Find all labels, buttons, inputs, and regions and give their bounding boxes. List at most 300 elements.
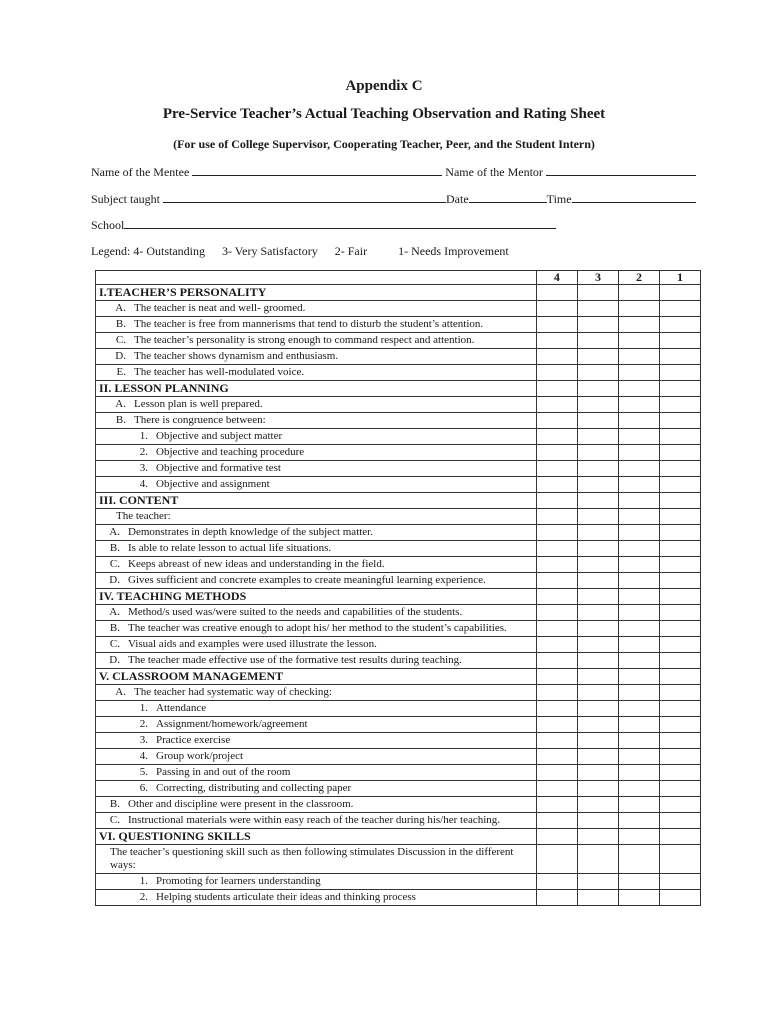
criterion-text: Practice exercise — [156, 734, 231, 746]
criterion-cell — [96, 413, 537, 429]
criterion-cell — [96, 461, 537, 477]
time-label: Time — [546, 192, 572, 206]
rating-cell-1[interactable] — [659, 317, 700, 333]
criterion-item — [99, 875, 533, 888]
rating-cell-2[interactable] — [618, 637, 659, 653]
rating-cell-1[interactable] — [659, 717, 700, 733]
school-label: School — [91, 218, 125, 232]
criterion-item — [99, 654, 533, 667]
criterion-letter: A. — [109, 606, 120, 618]
rating-cell-4[interactable] — [536, 381, 577, 397]
criterion-item — [99, 462, 533, 475]
rating-cell-3[interactable] — [577, 365, 618, 381]
table-row — [96, 349, 701, 365]
rating-cell-2[interactable] — [618, 781, 659, 797]
rating-cell-2[interactable] — [618, 874, 659, 890]
rating-cell-3[interactable] — [577, 890, 618, 906]
criterion-text: Group work/project — [156, 750, 244, 762]
rating-cell-3[interactable] — [577, 397, 618, 413]
rating-cell-2[interactable] — [618, 301, 659, 317]
rating-cell-4[interactable] — [536, 541, 577, 557]
criterion-text: The teacher is neat and well- groomed. — [134, 302, 306, 314]
section-row — [96, 589, 701, 605]
rating-cell-2[interactable] — [618, 845, 659, 874]
rating-cell-1[interactable] — [659, 701, 700, 717]
rating-cell-2[interactable] — [618, 381, 659, 397]
rating-cell-3[interactable] — [577, 637, 618, 653]
rating-cell-2[interactable] — [618, 573, 659, 589]
scale-3-header: 3 — [577, 271, 618, 285]
school-field[interactable] — [124, 217, 556, 229]
criterion-item — [99, 366, 533, 379]
section-heading: V. CLASSROOM MANAGEMENT — [96, 669, 537, 685]
rating-cell-4[interactable] — [536, 349, 577, 365]
rating-cell-3[interactable] — [577, 653, 618, 669]
rating-cell-3[interactable] — [577, 669, 618, 685]
criterion-text: Gives sufficient and concrete examples to create meaningful learning experience. — [128, 574, 486, 586]
criterion-cell — [96, 605, 537, 621]
criterion-item — [99, 891, 533, 904]
criterion-letter: C. — [115, 334, 126, 346]
criterion-item — [99, 398, 533, 411]
rating-cell-3[interactable] — [577, 557, 618, 573]
rating-cell-4[interactable] — [536, 493, 577, 509]
rating-cell-1[interactable] — [659, 573, 700, 589]
rating-cell-4[interactable] — [536, 301, 577, 317]
section-row — [96, 381, 701, 397]
rating-cell-1[interactable] — [659, 477, 700, 493]
criterion-item — [99, 574, 533, 587]
criterion-cell — [96, 890, 537, 906]
rating-cell-2[interactable] — [618, 669, 659, 685]
criterion-text: The teacher is free from mannerisms that tend to disturb the student’s attention. — [134, 318, 484, 330]
rating-cell-4[interactable] — [536, 621, 577, 637]
rating-cell-1[interactable] — [659, 525, 700, 541]
rating-cell-3[interactable] — [577, 845, 618, 874]
rating-cell-2[interactable] — [618, 829, 659, 845]
criterion-text: The teacher has well-modulated voice. — [134, 366, 305, 378]
section-heading: VI. QUESTIONING SKILLS — [96, 829, 537, 845]
criterion-text: Objective and teaching procedure — [156, 446, 305, 458]
criterion-letter: B. — [109, 542, 120, 554]
rating-cell-4[interactable] — [536, 557, 577, 573]
table-row — [96, 605, 701, 621]
criterion-cell — [96, 637, 537, 653]
rating-cell-2[interactable] — [618, 349, 659, 365]
criterion-item — [99, 526, 533, 539]
table-row — [96, 461, 701, 477]
criterion-text: Lesson plan is well prepared. — [134, 398, 263, 410]
rating-cell-1[interactable] — [659, 621, 700, 637]
rating-cell-4[interactable] — [536, 829, 577, 845]
criterion-item — [99, 430, 533, 443]
criterion-item — [99, 318, 533, 331]
rating-cell-4[interactable] — [536, 797, 577, 813]
criterion-item — [99, 734, 533, 747]
mentee-mentor-row — [91, 164, 696, 180]
rating-cell-3[interactable] — [577, 717, 618, 733]
mentor-field[interactable] — [546, 164, 696, 176]
criterion-letter: C. — [109, 558, 120, 570]
criterion-item — [99, 782, 533, 795]
legend-item: 1- Needs Improvement — [398, 244, 509, 258]
criterion-cell — [96, 749, 537, 765]
rating-cell-3[interactable] — [577, 317, 618, 333]
rating-cell-1[interactable] — [659, 605, 700, 621]
rating-cell-3[interactable] — [577, 749, 618, 765]
rating-cell-4[interactable] — [536, 285, 577, 301]
rating-cell-1[interactable] — [659, 765, 700, 781]
rating-cell-1[interactable] — [659, 397, 700, 413]
criterion-letter: 1. — [139, 875, 148, 887]
rating-cell-2[interactable] — [618, 685, 659, 701]
criterion-cell — [96, 621, 537, 637]
subject-field[interactable] — [163, 191, 446, 203]
criterion-text: Instructional materials were within easy reach of the teacher during his/her teaching. — [128, 814, 501, 826]
criterion-cell — [96, 397, 537, 413]
rating-cell-4[interactable] — [536, 429, 577, 445]
criterion-letter: 4. — [139, 478, 148, 490]
rating-cell-2[interactable] — [618, 477, 659, 493]
rating-cell-4[interactable] — [536, 509, 577, 525]
rating-cell-1[interactable] — [659, 637, 700, 653]
rating-cell-3[interactable] — [577, 733, 618, 749]
rating-cell-2[interactable] — [618, 541, 659, 557]
table-row — [96, 874, 701, 890]
rating-cell-3[interactable] — [577, 765, 618, 781]
section-row — [96, 493, 701, 509]
rating-cell-4[interactable] — [536, 845, 577, 874]
rating-cell-2[interactable] — [618, 285, 659, 301]
table-row — [96, 525, 701, 541]
table-row — [96, 701, 701, 717]
mentor-label: Name of the Mentor — [445, 165, 543, 179]
rating-cell-4[interactable] — [536, 749, 577, 765]
rating-cell-3[interactable] — [577, 285, 618, 301]
rating-cell-3[interactable] — [577, 589, 618, 605]
criterion-cell — [96, 317, 537, 333]
rating-cell-1[interactable] — [659, 445, 700, 461]
rating-cell-3[interactable] — [577, 573, 618, 589]
page-title: Pre-Service Teacher’s Actual Teaching Observation and Rating Sheet — [162, 106, 606, 122]
criterion-letter: E. — [116, 366, 126, 378]
rating-cell-1[interactable] — [659, 413, 700, 429]
table-row — [96, 845, 701, 874]
rating-cell-1[interactable] — [659, 797, 700, 813]
date-field[interactable] — [469, 191, 547, 203]
rating-cell-1[interactable] — [659, 874, 700, 890]
criterion-letter: A. — [115, 398, 126, 410]
rating-cell-1[interactable] — [659, 381, 700, 397]
table-row — [96, 317, 701, 333]
table-row — [96, 509, 701, 525]
rating-cell-3[interactable] — [577, 685, 618, 701]
criterion-cell — [96, 557, 537, 573]
rating-cell-4[interactable] — [536, 765, 577, 781]
table-row — [96, 557, 701, 573]
time-field[interactable] — [572, 191, 696, 203]
criterion-letter: 2. — [139, 446, 148, 458]
rating-cell-4[interactable] — [536, 333, 577, 349]
rating-cell-4[interactable] — [536, 317, 577, 333]
criterion-letter: 3. — [139, 462, 148, 474]
rating-cell-3[interactable] — [577, 605, 618, 621]
rating-cell-1[interactable] — [659, 285, 700, 301]
rating-cell-3[interactable] — [577, 445, 618, 461]
rating-cell-1[interactable] — [659, 349, 700, 365]
rating-cell-1[interactable] — [659, 333, 700, 349]
rating-cell-2[interactable] — [618, 333, 659, 349]
criterion-item — [99, 798, 533, 811]
rating-cell-3[interactable] — [577, 333, 618, 349]
criterion-cell — [96, 685, 537, 701]
criterion-text: Passing in and out of the room — [156, 766, 291, 778]
rating-cell-2[interactable] — [618, 429, 659, 445]
criterion-letter: 4. — [139, 750, 148, 762]
rating-cell-2[interactable] — [618, 797, 659, 813]
rating-cell-1[interactable] — [659, 429, 700, 445]
table-row — [96, 637, 701, 653]
rating-cell-1[interactable] — [659, 557, 700, 573]
rating-cell-1[interactable] — [659, 749, 700, 765]
rating-cell-2[interactable] — [618, 461, 659, 477]
criterion-item — [99, 350, 533, 363]
table-row — [96, 541, 701, 557]
rating-cell-3[interactable] — [577, 621, 618, 637]
criterion-letter: B. — [115, 318, 126, 330]
rating-cell-2[interactable] — [618, 317, 659, 333]
rating-cell-1[interactable] — [659, 589, 700, 605]
criterion-item — [99, 606, 533, 619]
criterion-letter: A. — [115, 686, 126, 698]
rating-cell-4[interactable] — [536, 890, 577, 906]
criterion-item — [99, 414, 533, 427]
table-row — [96, 397, 701, 413]
date-label: Date — [446, 192, 469, 206]
rating-cell-4[interactable] — [536, 573, 577, 589]
criterion-text: The teacher had systematic way of checking: — [134, 686, 332, 698]
criterion-letter: B. — [109, 622, 120, 634]
rating-cell-2[interactable] — [618, 589, 659, 605]
rating-cell-1[interactable] — [659, 813, 700, 829]
rating-cell-4[interactable] — [536, 477, 577, 493]
table-row — [96, 477, 701, 493]
rating-cell-3[interactable] — [577, 381, 618, 397]
rating-cell-4[interactable] — [536, 717, 577, 733]
rating-cell-4[interactable] — [536, 461, 577, 477]
criterion-text: Demonstrates in depth knowledge of the subject matter. — [128, 526, 373, 538]
rating-cell-2[interactable] — [618, 701, 659, 717]
rating-cell-2[interactable] — [618, 445, 659, 461]
rating-cell-1[interactable] — [659, 781, 700, 797]
rating-cell-4[interactable] — [536, 637, 577, 653]
rating-cell-4[interactable] — [536, 781, 577, 797]
rating-cell-1[interactable] — [659, 301, 700, 317]
rating-cell-4[interactable] — [536, 605, 577, 621]
subject-label: Subject taught — [91, 192, 160, 206]
rating-cell-2[interactable] — [618, 813, 659, 829]
criterion-text: There is congruence between: — [134, 414, 266, 426]
criterion-text: Objective and formative test — [156, 462, 281, 474]
rating-cell-3[interactable] — [577, 874, 618, 890]
rating-cell-1[interactable] — [659, 829, 700, 845]
rating-cell-3[interactable] — [577, 701, 618, 717]
criterion-cell — [96, 429, 537, 445]
rating-cell-2[interactable] — [618, 717, 659, 733]
criterion-intro: The teacher’s questioning skill such as then following stimulates Discussion in the different ways: — [96, 845, 537, 874]
criterion-cell — [96, 301, 537, 317]
criterion-text: The teacher shows dynamism and enthusiasm. — [134, 350, 339, 362]
table-row — [96, 413, 701, 429]
table-row — [96, 890, 701, 906]
rating-cell-3[interactable] — [577, 477, 618, 493]
section-heading: I.TEACHER’S PERSONALITY — [96, 285, 537, 301]
criterion-cell — [96, 541, 537, 557]
rating-cell-3[interactable] — [577, 349, 618, 365]
rating-cell-3[interactable] — [577, 509, 618, 525]
criterion-letter: A. — [109, 526, 120, 538]
table-row — [96, 429, 701, 445]
table-header-row — [96, 271, 701, 285]
rating-cell-3[interactable] — [577, 813, 618, 829]
legend-item: 3- Very Satisfactory — [222, 244, 318, 258]
rating-cell-3[interactable] — [577, 413, 618, 429]
legend — [91, 244, 523, 259]
criterion-text: Attendance — [156, 702, 207, 714]
rating-cell-4[interactable] — [536, 874, 577, 890]
criterion-letter: C. — [109, 814, 120, 826]
rating-cell-1[interactable] — [659, 509, 700, 525]
criterion-text: Method/s used was/were suited to the needs and capabilities of the students. — [128, 606, 463, 618]
criterion-item — [99, 638, 533, 651]
rating-cell-4[interactable] — [536, 445, 577, 461]
rating-cell-4[interactable] — [536, 413, 577, 429]
rating-cell-4[interactable] — [536, 589, 577, 605]
rating-cell-3[interactable] — [577, 781, 618, 797]
criterion-intro: The teacher: — [96, 509, 537, 525]
scale-2-header: 2 — [618, 271, 659, 285]
rating-cell-2[interactable] — [618, 509, 659, 525]
mentee-field[interactable] — [192, 164, 442, 176]
rating-cell-2[interactable] — [618, 413, 659, 429]
rating-cell-2[interactable] — [618, 525, 659, 541]
rating-cell-1[interactable] — [659, 541, 700, 557]
rating-cell-3[interactable] — [577, 525, 618, 541]
rating-cell-2[interactable] — [618, 749, 659, 765]
section-heading: IV. TEACHING METHODS — [96, 589, 537, 605]
rating-cell-3[interactable] — [577, 541, 618, 557]
rating-table — [95, 270, 701, 906]
scale-1-header: 1 — [659, 271, 700, 285]
criterion-cell — [96, 717, 537, 733]
rating-cell-4[interactable] — [536, 701, 577, 717]
criterion-letter: 1. — [139, 430, 148, 442]
scale-4-header: 4 — [536, 271, 577, 285]
criterion-item — [99, 558, 533, 571]
rating-cell-4[interactable] — [536, 365, 577, 381]
criterion-text: Visual aids and examples were used illustrate the lesson. — [128, 638, 377, 650]
criterion-cell — [96, 701, 537, 717]
rating-cell-2[interactable] — [618, 557, 659, 573]
appendix-label: Appendix C — [345, 78, 423, 94]
rating-cell-1[interactable] — [659, 461, 700, 477]
table-row — [96, 749, 701, 765]
table-row — [96, 445, 701, 461]
section-row — [96, 829, 701, 845]
criterion-item — [99, 718, 533, 731]
criterion-text: Is able to relate lesson to actual life situations. — [128, 542, 332, 554]
table-row — [96, 685, 701, 701]
rating-cell-4[interactable] — [536, 733, 577, 749]
criterion-text: Keeps abreast of new ideas and understanding in the field. — [128, 558, 385, 570]
criterion-cell — [96, 525, 537, 541]
criterion-item — [99, 702, 533, 715]
section-row — [96, 285, 701, 301]
criterion-text: The teacher was creative enough to adopt his/ her method to the student’s capabilities. — [128, 622, 507, 634]
rating-cell-3[interactable] — [577, 493, 618, 509]
rating-cell-2[interactable] — [618, 733, 659, 749]
rating-cell-2[interactable] — [618, 890, 659, 906]
header-blank-cell — [96, 271, 537, 285]
rating-cell-2[interactable] — [618, 653, 659, 669]
rating-cell-2[interactable] — [618, 765, 659, 781]
criterion-letter: B. — [109, 798, 120, 810]
rating-cell-1[interactable] — [659, 685, 700, 701]
rating-cell-2[interactable] — [618, 397, 659, 413]
rating-cell-2[interactable] — [618, 493, 659, 509]
section-heading: II. LESSON PLANNING — [96, 381, 537, 397]
criterion-cell — [96, 573, 537, 589]
criterion-item — [99, 686, 533, 699]
criterion-text: Other and discipline were present in the classroom. — [128, 798, 354, 810]
criterion-item — [99, 542, 533, 555]
rating-cell-1[interactable] — [659, 669, 700, 685]
rating-cell-4[interactable] — [536, 653, 577, 669]
rating-cell-2[interactable] — [618, 621, 659, 637]
criterion-letter: 6. — [139, 782, 148, 794]
rating-cell-4[interactable] — [536, 813, 577, 829]
rating-cell-2[interactable] — [618, 605, 659, 621]
criterion-cell — [96, 477, 537, 493]
rating-cell-1[interactable] — [659, 653, 700, 669]
rating-cell-4[interactable] — [536, 525, 577, 541]
rating-cell-1[interactable] — [659, 845, 700, 874]
rating-cell-2[interactable] — [618, 365, 659, 381]
school-row — [91, 217, 556, 233]
mentee-label: Name of the Mentee — [91, 165, 190, 179]
rating-cell-4[interactable] — [536, 397, 577, 413]
rating-cell-1[interactable] — [659, 733, 700, 749]
rating-cell-1[interactable] — [659, 890, 700, 906]
table-row — [96, 365, 701, 381]
rating-cell-3[interactable] — [577, 301, 618, 317]
rating-cell-1[interactable] — [659, 493, 700, 509]
rating-cell-4[interactable] — [536, 669, 577, 685]
criterion-cell — [96, 781, 537, 797]
table-row — [96, 733, 701, 749]
criterion-cell — [96, 653, 537, 669]
rating-cell-3[interactable] — [577, 829, 618, 845]
criterion-item — [99, 750, 533, 763]
criterion-text: Correcting, distributing and collecting paper — [156, 782, 352, 794]
rating-cell-1[interactable] — [659, 365, 700, 381]
rating-cell-3[interactable] — [577, 797, 618, 813]
rating-cell-3[interactable] — [577, 461, 618, 477]
criterion-item — [99, 478, 533, 491]
rating-cell-3[interactable] — [577, 429, 618, 445]
section-row — [96, 669, 701, 685]
rating-cell-4[interactable] — [536, 685, 577, 701]
